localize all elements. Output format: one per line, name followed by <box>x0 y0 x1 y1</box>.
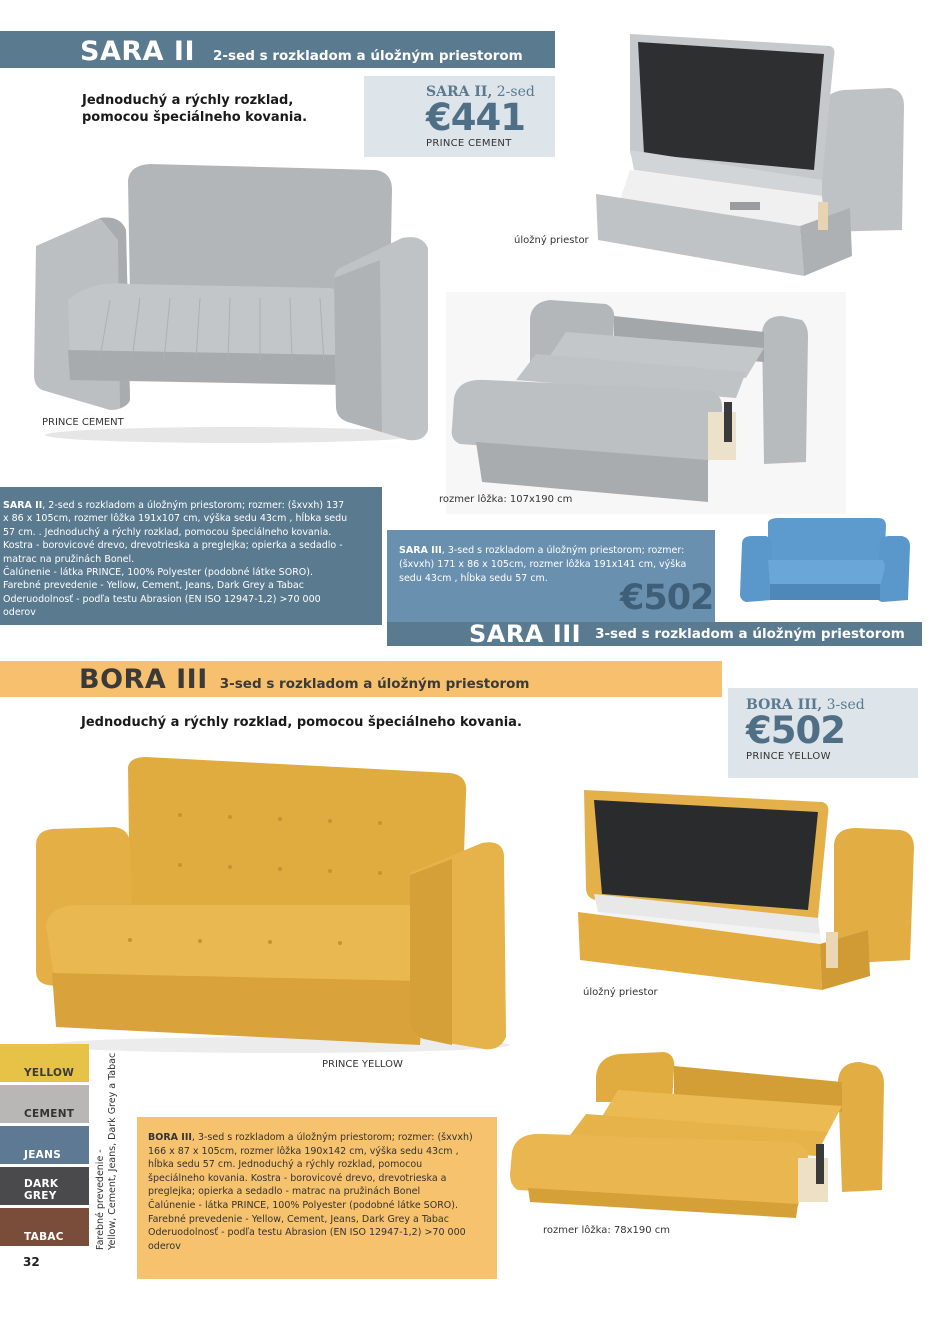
sara3-title-bar <box>387 622 922 646</box>
sara3-description: SARA III, 3-sed s rozkladom a úložným priestorom; rozmer: (šxvxh) 171 x 86 x 105cm, rozmer lôžka 191x141 cm, výška sedu 43cm , hĺbka sedu 57 cm. <box>399 545 687 584</box>
sara2-price: €441 <box>426 96 525 139</box>
bora3-price-name: BORA III, 3-sed <box>746 697 865 713</box>
swatch-tabac[interactable]: TABAC <box>0 1208 89 1246</box>
bora3-price-fabric: PRINCE YELLOW <box>746 751 831 762</box>
sara2-caption-bed: rozmer lôžka: 107x190 cm <box>439 494 573 505</box>
sara2-bed-image <box>446 292 846 514</box>
swatch-yellow[interactable]: YELLOW <box>0 1044 89 1082</box>
bora3-price: €502 <box>746 709 845 752</box>
sara2-price-name: SARA II, 2-sed <box>426 84 535 100</box>
bora3-description: BORA III, 3-sed s rozkladom a úložným priestorom; rozmer: (šxvxh) 166 x 87 x 105cm, rozmer lôžka 190x142 cm, výška sedu 43cm , hĺbka sedu 57 cm. Jednoduchý a rýchly rozklad, pomocou špeciálneho kovania. Kostra - borovicové drevo, drevotrieska a preglejka; opierka a sedadlo - matrac na pružinách Bonel Čalúnenie - látka PRINCE, 100% Polyester (podobné látke SORO). Farebné prevedenie - Yellow, Cement, Jeans, Dark Grey a Tabac Oderuodolnosť - podľa testu Abrasion (EN ISO 12947-1,2) >70 000 oderov <box>137 1117 497 1279</box>
bora3-lead: Jednoduchý a rýchly rozklad, pomocou špeciálneho kovania. <box>81 715 522 730</box>
swatch-list <box>0 1044 89 1246</box>
bora3-caption-storage: úložný priestor <box>583 987 658 998</box>
sara2-price-box <box>364 76 555 157</box>
sara2-sofa-image <box>30 160 440 445</box>
sara3-price: €502 <box>620 578 714 618</box>
bora3-caption-bed: rozmer lôžka: 78x190 cm <box>543 1225 671 1236</box>
sara2-subtitle: 2-sed s rozkladom a úložným priestorom <box>213 48 523 64</box>
bora3-subtitle: 3-sed s rozkladom a úložným priestorom <box>219 676 530 692</box>
bora3-title-bar <box>0 661 722 697</box>
page-number: 32 <box>23 1255 40 1269</box>
bora3-caption-fabric: PRINCE YELLOW <box>322 1059 403 1070</box>
sara2-caption-fabric: PRINCE CEMENT <box>42 417 124 428</box>
sara2-lead: Jednoduchý a rýchly rozklad, pomocou špeciálneho kovania. <box>82 93 308 125</box>
sara2-title-bar <box>0 31 555 68</box>
sara3-subtitle: 3-sed s rozkladom a úložným priestorom <box>595 626 905 642</box>
bora3-sofa-image <box>30 755 530 1055</box>
swatch-caption: Farebné prevedenie - Yellow, Cement, Jeans, Dark Grey a Tabac <box>95 1052 118 1250</box>
bora3-title: BORA III <box>79 664 208 695</box>
sara2-caption-storage: úložný priestor <box>514 235 589 246</box>
sara2-storage-image <box>590 30 910 280</box>
sara2-title: SARA II <box>80 36 196 67</box>
swatch-jeans[interactable]: JEANS <box>0 1126 89 1164</box>
sara3-sofa-image <box>738 516 914 608</box>
bora3-storage-image <box>574 784 918 994</box>
sara2-description: SARA II, 2-sed s rozkladom a úložným priestorom; rozmer: (šxvxh) 137 x 86 x 105cm, rozmer lôžka 191x107 cm, výška sedu 43cm , hĺbka sedu 57 cm. . Jednoduchý a rýchly rozklad, pomocou špeciálneho kovania. Kostra - borovicové drevo, drevotrieska a preglejka; opierka a sedadlo - matrac na pružinách Bonel. Čalúnenie - látka PRINCE, 100% Polyester (podobné látke SORO). Farebné prevedenie - Yellow, Cement, Jeans, Dark Grey a Tabac Oderuodolnosť - podľa testu Abrasion (EN ISO 12947-1,2) >70 000 oderov <box>0 487 382 625</box>
bora3-price-box <box>728 688 918 778</box>
sara3-title: SARA III <box>469 620 582 648</box>
swatch-cement[interactable]: CEMENT <box>0 1085 89 1123</box>
sara2-price-fabric: PRINCE CEMENT <box>426 138 512 149</box>
swatch-dark-grey[interactable]: DARK GREY <box>0 1167 89 1205</box>
bora3-bed-image <box>508 1040 893 1218</box>
